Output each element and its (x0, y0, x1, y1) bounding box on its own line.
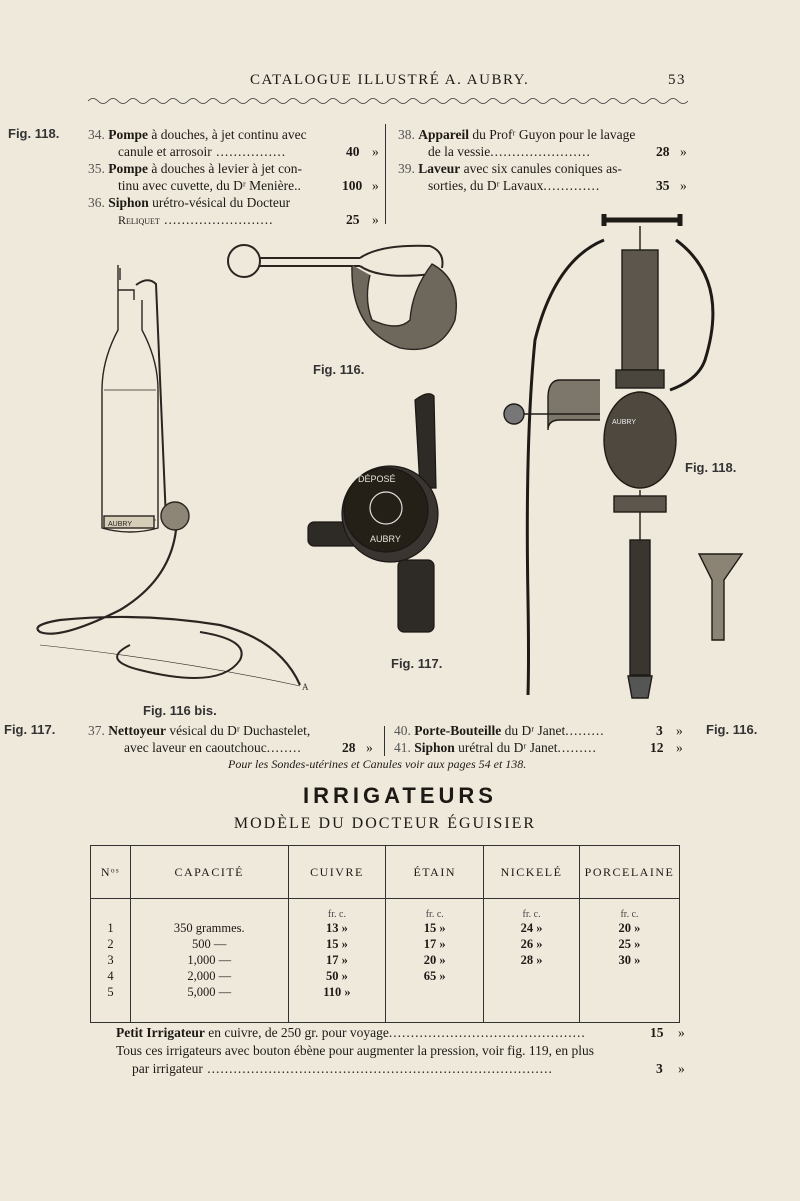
section-title: IRRIGATEURS (303, 783, 497, 808)
margin-fig-117: Fig. 117. (4, 722, 56, 737)
entry-34: 34. Pompe à douches, à jet continu avec canule et arrosoir ................ 40 » (88, 127, 379, 159)
bottom-notes (116, 1024, 696, 1078)
valve-illustration (308, 394, 438, 632)
entries-top-left (88, 126, 388, 228)
pump-brand: AUBRY (612, 419, 636, 426)
entry-37: 37. Nettoyeur vésical du Dʳ Duchastelet, avec laveur en caoutchouc........ 28 » (88, 723, 373, 755)
bouton-ebene-note: Tous ces irrigateurs avec bouton ébène pour augmenter la pression, voir fig. 119, en plus (116, 1043, 595, 1058)
header-etain: ÉTAIN (386, 846, 484, 899)
bottle-holder-illustration (228, 245, 456, 349)
entry-36: 36. Siphon urétro-vésical du Docteur Reliquet ......................... 25 » (88, 195, 379, 227)
pump-illustration (504, 214, 742, 698)
table-row: 3 1,000 — 17 » 20 » 28 » 30 » (91, 952, 680, 968)
mid-brace (384, 726, 391, 756)
header-capacite: CAPACITÉ (130, 846, 288, 899)
fig-117-caption: Fig. 117. (391, 656, 443, 671)
note-sondes: Pour les Sondes-utérines et Canules voir aux pages 54 et 138. (228, 757, 527, 771)
entries-mid-right (394, 722, 694, 756)
catalogue-title: CATALOGUE ILLUSTRÉ A. AUBRY. (250, 72, 530, 88)
entry-38: 38. Appareil du Profʳ Guyon pour le lavage de la vessie....................... 28 » (398, 127, 687, 159)
fig-116-bis-caption: Fig. 116 bis. (143, 703, 217, 718)
table-row: 4 2,000 — 50 » 65 » (91, 968, 680, 984)
table-row: 2 500 — 15 » 17 » 26 » 25 » (91, 936, 680, 952)
header-porcelaine: PORCELAINE (579, 846, 679, 899)
bottle-siphon-illustration (38, 265, 301, 686)
table-row: 1 350 grammes. 13 » 15 » 24 » 20 » (91, 920, 680, 936)
entry-40: 40. Porte-Bouteille du Dʳ Janet......... 3 » (394, 723, 683, 738)
section-subtitle: MODÈLE DU DOCTEUR ÉGUISIER (233, 815, 537, 832)
label-a: A (302, 682, 309, 692)
page-number: 53 (668, 72, 686, 88)
decorative-rule (88, 96, 688, 106)
entry-35: 35. Pompe à douches à levier à jet con- tinu avec cuvette, du Dʳ Menière.. 100 » (88, 161, 379, 193)
valve-text-depose: DÉPOSÉ (358, 474, 396, 484)
entry-39: 39. Laveur avec six canules coniques as- sorties, du Dʳ Lavaux............. 35 » (398, 161, 687, 193)
valve-text-aubry: AUBRY (370, 534, 401, 544)
entry-41: 41. Siphon urétral du Dʳ Janet......... 12 » (394, 740, 683, 755)
entries-top-right (398, 126, 698, 194)
column-brace (385, 124, 392, 224)
petit-irrigateur: Petit Irrigateur en cuivre, de 250 gr. pour voyage............................................. 15 » (116, 1025, 685, 1040)
fig-116-caption: Fig. 116. (313, 362, 365, 377)
table-header-row (91, 846, 680, 899)
margin-fig-118: Fig. 118. (8, 126, 60, 141)
header-cuivre: CUIVRE (288, 846, 386, 899)
illustrations (0, 220, 800, 710)
fig-118-caption: Fig. 118. (685, 460, 737, 475)
header-nos: Nᵒˢ (91, 846, 131, 899)
table-row: 5 5,000 — 110 » (91, 984, 680, 1000)
table-units-row: fr. c. fr. c. fr. c. fr. c. (91, 899, 680, 921)
margin-fig-116: Fig. 116. (706, 722, 758, 737)
par-irrigateur: par irrigateur ............................................................................... 3 » (132, 1061, 685, 1076)
header-nickele: NICKELÉ (484, 846, 580, 899)
bottle-brand: AUBRY (108, 521, 132, 528)
price-table (90, 845, 680, 1023)
